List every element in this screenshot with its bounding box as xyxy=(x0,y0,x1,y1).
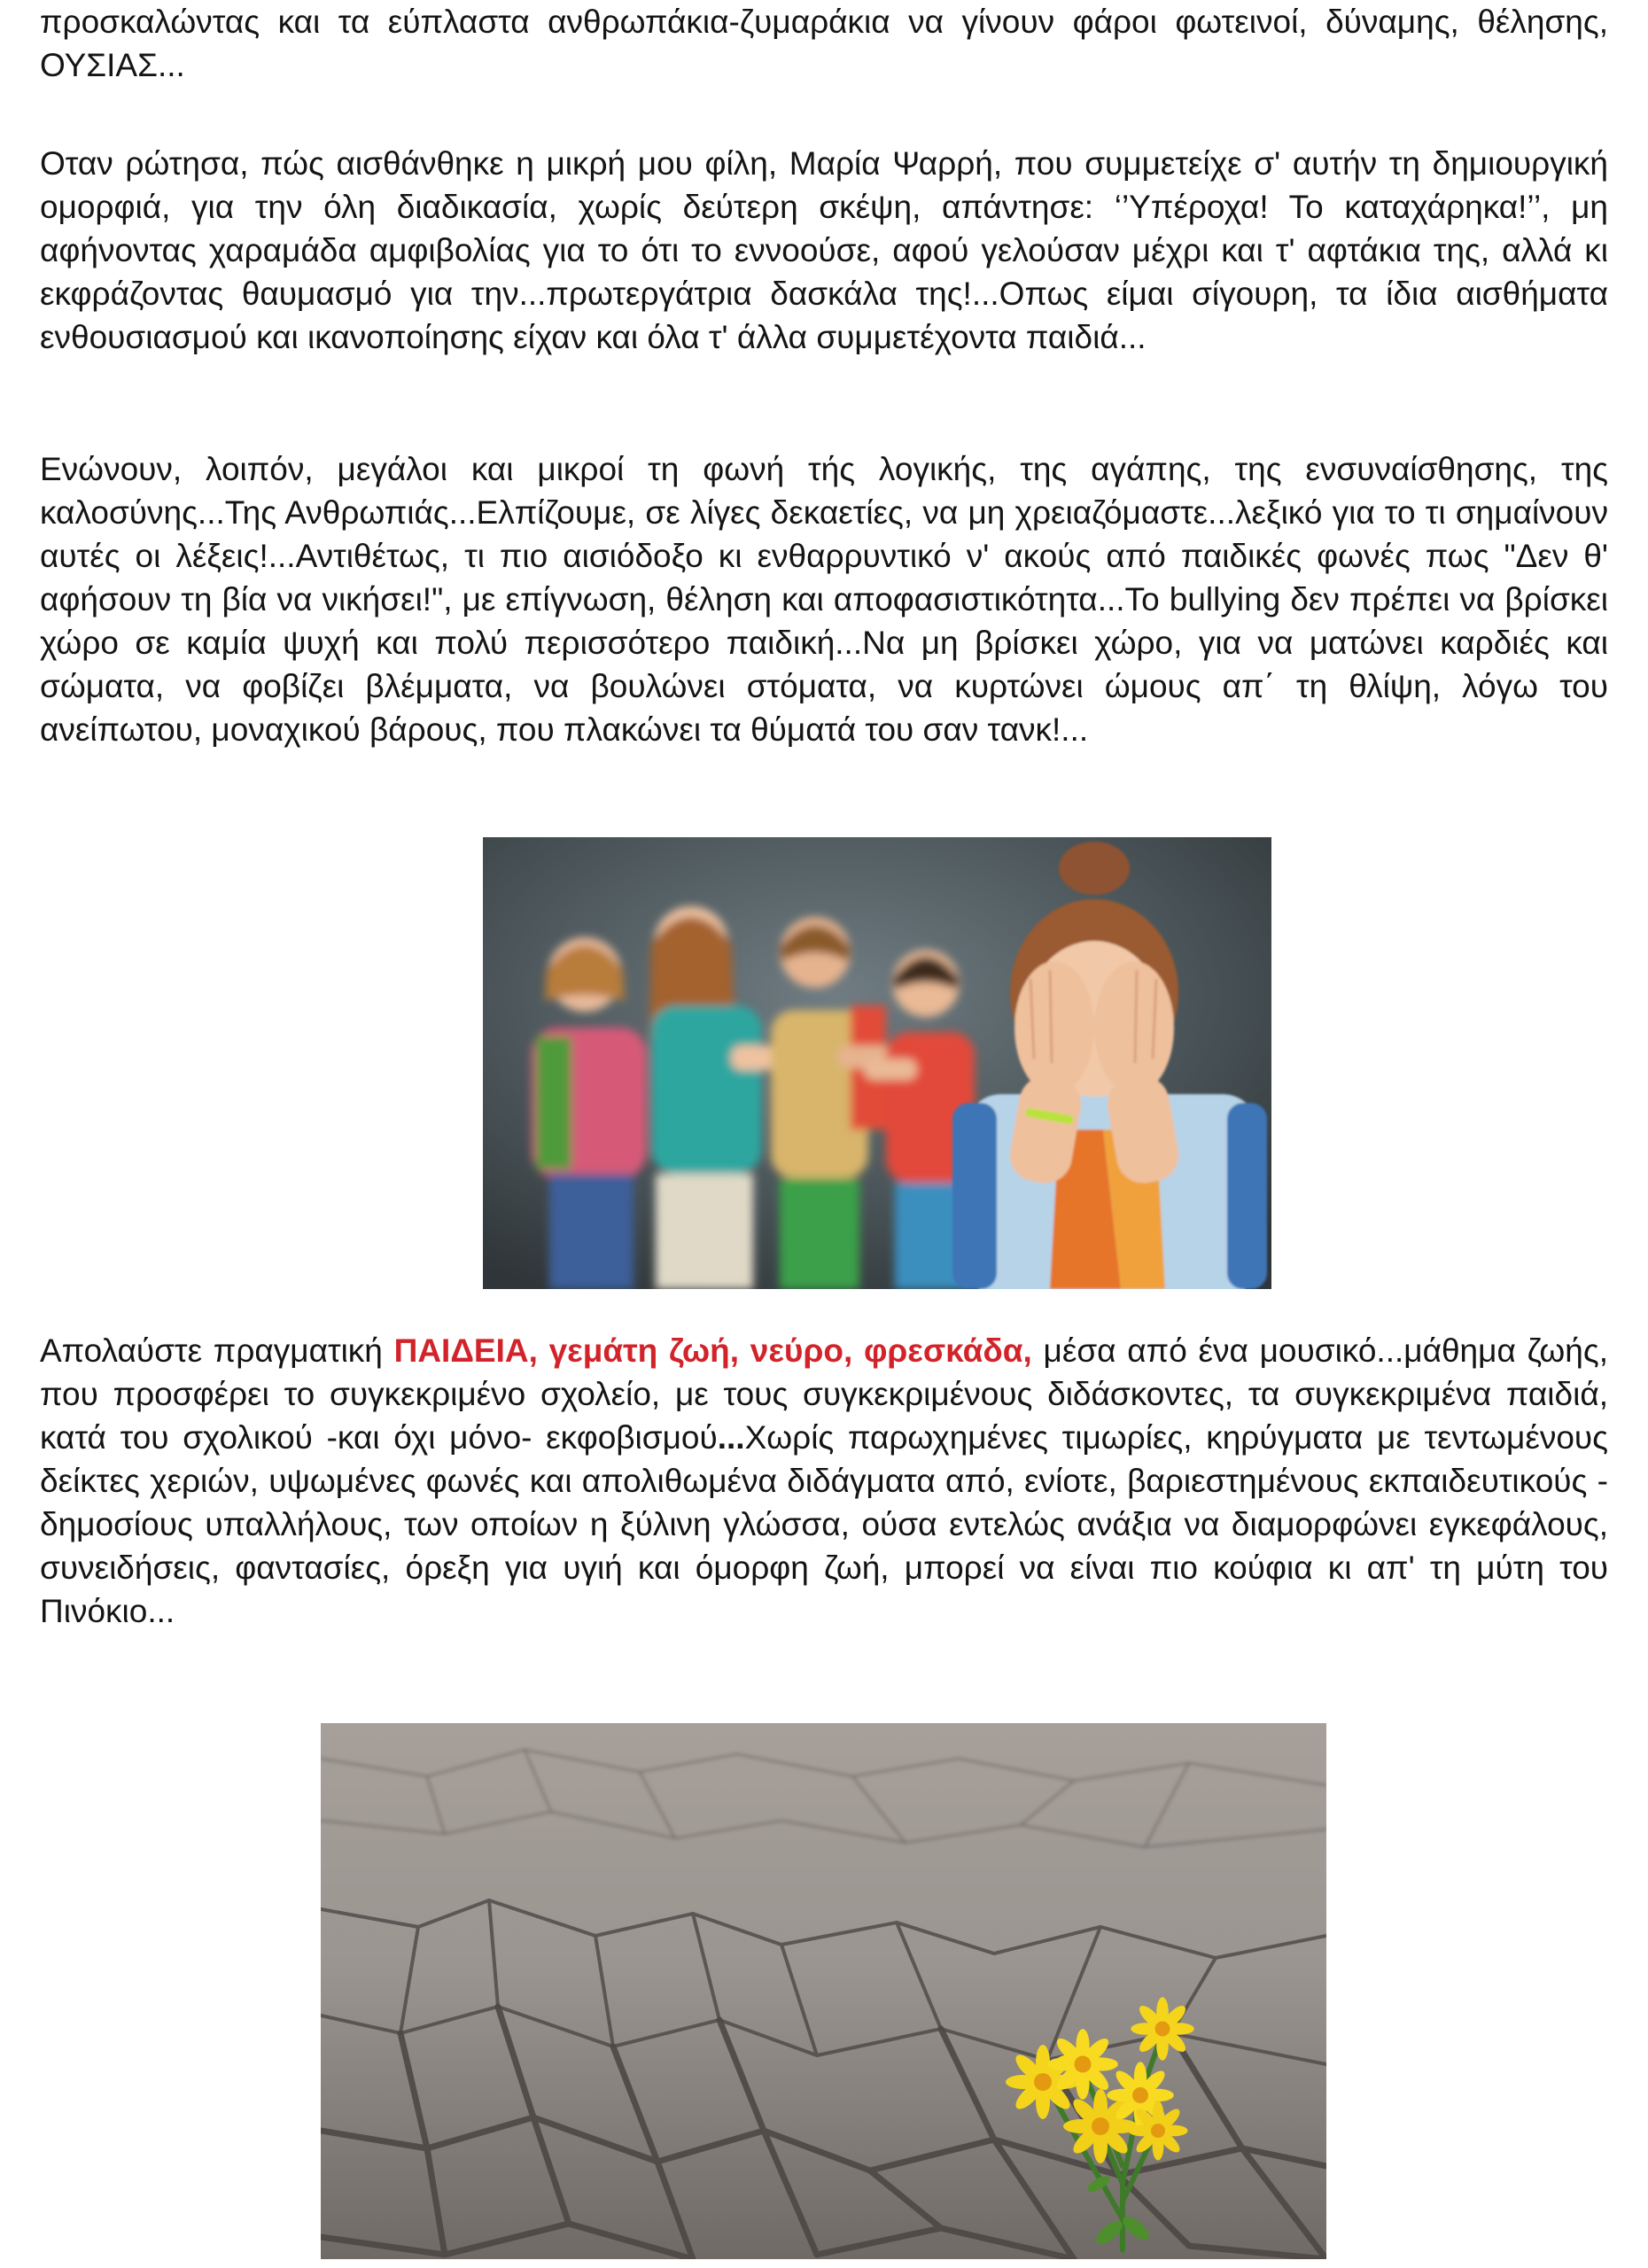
paragraph-4-end: Χωρίς παρωχημένες τιμωρίες, κηρύγματα με τεντωμένους δείκτες χεριών, υψωμένες φωνές και απολιθωμένα διδάγματα από, ενίοτε, βαριεστημένους εκπαιδευτικούς - δημοσίους υπαλλήλους, των οποίων η ξύλινη γλώσσα, ούσα εντελώς ανάξια να διαμορφώνει εγκεφάλους, συνειδήσεις, φαντασίες, όρεξη για υγιή και όμορφη ζωή, μπορεί να είναι πιο κούφια κι απ' τη μύτη του Πινόκιο... xyxy=(40,1419,1608,1629)
paragraph-2: Οταν ρώτησα, πώς αισθάνθηκε η μικρή μου φίλη, Μαρία Ψαρρή, που συμμετείχε σ' αυτήν τη δημιουργική ομορφιά, για την όλη διαδικασία, χωρίς δεύτερη σκέψη, απάντησε: ‘’Υπέροχα! Το καταχάρηκα!’’, μη αφήνοντας χαραμάδα αμφιβολίας για το ότι το εννοούσε, αφού γελούσαν μέχρι και τ' αφτάκια της, αλλά κι εκφράζοντας θαυμασμό για την...πρωτεργάτρια δασκάλα της!...Οπως είμαι σίγουρη, τα ίδια αισθήματα ενθουσιασμού και ικανοποίησης είχαν και όλα τ' άλλα συμμετέχοντα παιδιά... xyxy=(40,145,1608,355)
bullying-children-photo xyxy=(483,837,1271,1289)
paragraph-4-start: Απολαύστε πραγματική xyxy=(40,1332,394,1369)
paideia-highlight: ΠΑΙΔΕΙΑ, γεμάτη ζωή, νεύρο, φρεσκάδα, xyxy=(393,1332,1032,1369)
paragraph-3: Ενώνουν, λοιπόν, μεγάλοι και μικροί τη φωνή τής λογικής, της αγάπης, της ενσυναίσθησης, της καλοσύνης...Της Ανθρωπιάς...Ελπίζουμε, σε λίγες δεκαετίες, να μη χρειαζόμαστε...λεξικό για το τι σημαίνουν αυτές οι λέξεις!...Αντιθέτως, τι πιο αισιόδοξο κι ενθαρρυντικό ν' ακούς από παιδικές φωνές πως "Δεν θ' αφήσουν τη βία να νικήσει!", με επίγνωση, θέληση και αποφασιστικότητα...Το bullying δεν πρέπει να βρίσκει χώρο σε καμία ψυχή και πολύ περισσότερο παιδική...Να μη βρίσκει χώρο, για να ματώνει καρδιές και σώματα, να φοβίζει βλέμματα, να βουλώνει στόματα, να κυρτώνει ώμους απ΄ τη θλίψη, λόγω του ανείπωτου, μοναχικού βάρους, που πλακώνει τα θύματά του σαν τανκ!... xyxy=(40,451,1608,748)
paragraph-1: προσκαλώντας και τα εύπλαστα ανθρωπάκια-ζυμαράκια να γίνουν φάροι φωτεινοί, δύναμης, θέλησης, ΟΥΣΙΑΣ... xyxy=(40,4,1608,83)
flower-cracked-earth-photo xyxy=(321,1723,1326,2259)
paragraph-4-mid: μέσα από ένα μουσικό...μάθημα ζωής, που προσφέρει το συγκεκριμένο σχολείο, με τους συγκεκριμένους διδάσκοντες, τα συγκεκριμένα παιδιά, κατά του σχολικού -και όχι μόνο- εκφοβισμού xyxy=(40,1332,1608,1456)
bullying-children-illustration xyxy=(483,837,1271,1289)
paragraph-4-ellipsis: ... xyxy=(717,1419,745,1456)
flower-cracked-earth-illustration xyxy=(321,1723,1326,2259)
paragraph-4 xyxy=(40,1329,1608,1633)
